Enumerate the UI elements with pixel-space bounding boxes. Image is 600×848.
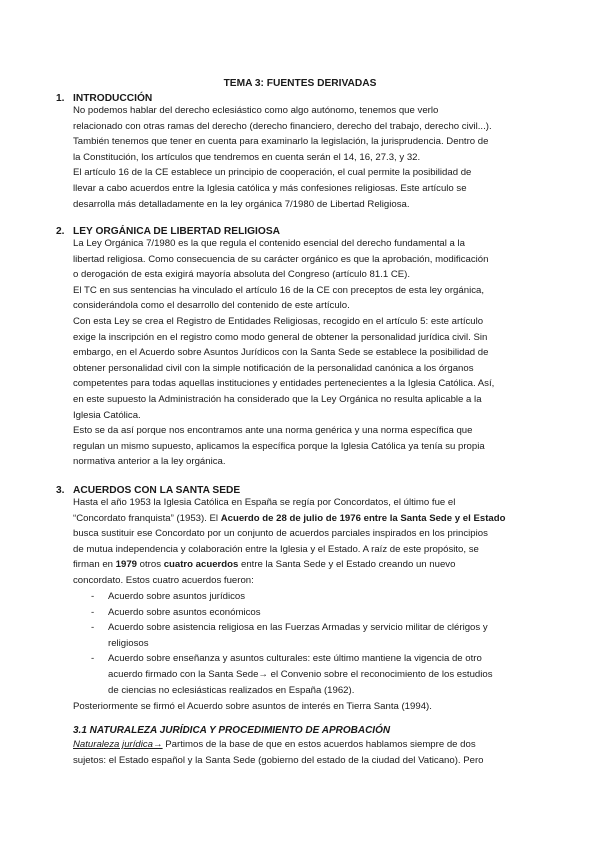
text-line: También tenemos que tener en cuenta para examinarlo la legislación, la jurisprudencia. Dentro de bbox=[73, 136, 489, 148]
text-line: de mutua independencia y colaboración entre la Iglesia y el Estado. A raíz de este propósito, se bbox=[73, 543, 479, 555]
section-title: INTRODUCCIÓN bbox=[73, 93, 153, 104]
text-line: No podemos hablar del derecho eclesiástico como algo autónomo, tenemos que verlo bbox=[73, 105, 439, 116]
text-line: Con esta Ley se crea el Registro de Entidades Religiosas, recogido en el artículo 5: este artículo bbox=[73, 315, 484, 327]
section-number: 1. bbox=[56, 93, 65, 104]
text-line: Hasta el año 1953 la Iglesia Católica en España se regía por Concordatos, el último fue el bbox=[73, 497, 456, 508]
text-line: considerándola como el desarrollo del contenido de este artículo. bbox=[73, 300, 350, 312]
text-line: embargo, en el Acuerdo sobre Asuntos Jurídicos con la Santa Sede se establece la posibilidad de bbox=[73, 347, 489, 359]
dash-marker: - bbox=[91, 591, 95, 602]
text-line: o derogación de esta exigirá mayoría absoluta del Congreso (artículo 81.1 CE). bbox=[73, 269, 411, 281]
text-line: Acuerdo sobre asistencia religiosa en las Fuerzas Armadas y servicio militar de clérigos y bbox=[108, 622, 488, 634]
text-line: El artículo 16 de la CE establece un principio de cooperación, el cual permite la posibilidad de bbox=[73, 167, 472, 179]
section-title: LEY ORGÁNICA DE LIBERTAD RELIGIOSA bbox=[73, 226, 280, 237]
text-line bbox=[73, 737, 523, 753]
text-line: religiosos bbox=[108, 637, 149, 649]
text-line: La Ley Orgánica 7/1980 es la que regula el contenido esencial del derecho fundamental a la bbox=[73, 238, 466, 249]
text-line: Acuerdo sobre asuntos jurídicos bbox=[108, 591, 246, 602]
text-line: El TC en sus sentencias ha vinculado el artículo 16 de la CE con preceptos de esta ley orgánica, bbox=[73, 284, 484, 296]
text-line: libertad religiosa. Como consecuencia de su carácter orgánico es que la aprobación, modificación bbox=[73, 253, 489, 265]
dash-marker: - bbox=[91, 622, 95, 634]
subsection-body bbox=[73, 737, 523, 768]
agreements-list bbox=[91, 589, 531, 698]
text-line: obtener personalidad civil con la simple notificación de la personalidad canónica a los órganos bbox=[73, 362, 474, 374]
text-line bbox=[73, 511, 523, 527]
list-item bbox=[91, 605, 531, 621]
text-fragment: firman en bbox=[73, 559, 116, 571]
list-item bbox=[91, 651, 531, 698]
text-line: desarrolla más detalladamente en la ley orgánica 7/1980 de Libertad Religiosa. bbox=[73, 198, 410, 210]
list-item bbox=[91, 589, 531, 605]
page-title: TEMA 3: FUENTES DERIVADAS bbox=[223, 78, 377, 89]
text-line: la Constitución, los artículos que tendremos en cuenta serán el 14, 16, 27.3, y 32. bbox=[73, 151, 421, 163]
text-line: en este supuesto la Administración ha considerado que la Ley Orgánica no resulta aplicable a la bbox=[73, 393, 482, 405]
text-line bbox=[73, 557, 523, 573]
text-fragment: otros bbox=[137, 559, 164, 571]
text-line: sujetos: el Estado español y la Santa Sede (gobierno del estado de la ciudad del Vaticano). Pero bbox=[73, 754, 484, 766]
subsection-label: Naturaleza jurídica→ bbox=[73, 739, 163, 750]
dash-marker: - bbox=[91, 653, 95, 665]
text-line: exige la inscripción en el registro como modo general de obtener la personalidad jurídica civil. Sin bbox=[73, 331, 488, 343]
text-line: busca sustituir ese Concordato por un conjunto de acuerdos parciales inspirados en los principios bbox=[73, 528, 488, 540]
text-line: normativa anterior a la ley orgánica. bbox=[73, 456, 226, 468]
dash-marker: - bbox=[91, 606, 95, 618]
text-line: Posteriormente se firmó el Acuerdo sobre asuntos de interés en Tierra Santa (1994). bbox=[73, 701, 432, 712]
list-item bbox=[91, 620, 531, 651]
text-line: llevar a cabo acuerdos entre la Iglesia católica y más confesiones religiosas. Este artículo se bbox=[73, 182, 467, 194]
section-body-introduccion bbox=[73, 103, 523, 212]
text-line: acuerdo firmado con la Santa Sede→ el Convenio sobre el reconocimiento de los estudios bbox=[108, 668, 493, 680]
section-number: 3. bbox=[56, 485, 65, 496]
bold-text: 1979 bbox=[115, 559, 138, 571]
text-line: competentes para todas aquellas instituciones y entidades pertenecientes a la Iglesia Católica. Así, bbox=[73, 378, 495, 390]
text-fragment: entre la Santa Sede y el Estado creando un nuevo bbox=[238, 559, 456, 571]
section-closing-line bbox=[73, 699, 523, 715]
section-body-acuerdos bbox=[73, 495, 523, 589]
bold-text: Acuerdo de 28 de julio de 1976 entre la Santa Sede y el Estado bbox=[220, 512, 506, 524]
bold-text: cuatro acuerdos bbox=[163, 559, 239, 571]
text-line: Esto se da así porque nos encontramos ante una norma genérica y una norma específica que bbox=[73, 425, 473, 437]
text-line: Iglesia Católica. bbox=[73, 409, 141, 421]
subsection-heading: 3.1 NATURALEZA JURÍDICA Y PROCEDIMIENTO DE APROBACIÓN bbox=[73, 725, 391, 736]
section-number: 2. bbox=[56, 226, 65, 237]
text-fragment: Partimos de la base de que en estos acuerdos hablamos siempre de dos bbox=[162, 739, 476, 750]
text-fragment: “Concordato franquista” (1953). El bbox=[73, 512, 221, 524]
section-body-ley-organica bbox=[73, 236, 523, 470]
text-line: Acuerdo sobre asuntos económicos bbox=[108, 606, 261, 618]
text-line: de ciencias no eclesiásticas realizados en España (1962). bbox=[108, 684, 355, 696]
text-line: Acuerdo sobre enseñanza y asuntos culturales: este último mantiene la vigencia de otro bbox=[108, 653, 482, 665]
text-line: concordato. Estos cuatro acuerdos fueron: bbox=[73, 574, 254, 586]
text-line: regulan un mismo supuesto, aplicamos la específica porque la Iglesia Católica ya tenía su propia bbox=[73, 440, 485, 452]
text-line: relacionado con otras ramas del derecho (derecho financiero, derecho del trabajo, derecho civil...). bbox=[73, 120, 492, 132]
section-title: ACUERDOS CON LA SANTA SEDE bbox=[73, 485, 241, 496]
